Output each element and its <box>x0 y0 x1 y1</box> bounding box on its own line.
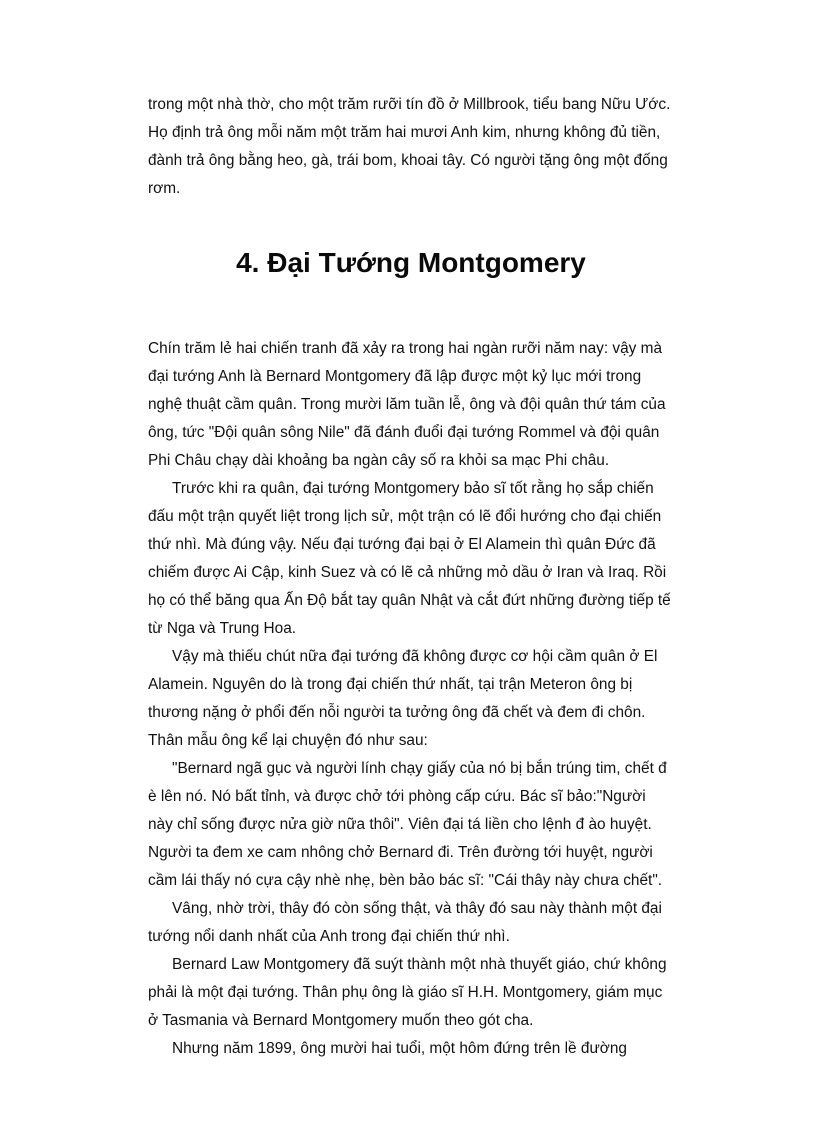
chapter-title: 4. Đại Tướng Montgomery <box>236 247 586 278</box>
paragraph-2: Trước khi ra quân, đại tướng Montgomery bảo sĩ tốt rằng họ sắp chiến đấu một trận quyết liệt trong lịch sử, một trận có lẽ đổi hướng cho đại chiến thứ nhì. Mà đúng vậy. Nếu đại tướng đại bại ở El Alamein thì quân Đức đã chiếm được Ai Cập, kinh Suez và có lẽ cả những mỏ dầu ở Iran và Iraq. Rồi họ có thể băng qua Ấn Độ bắt tay quân Nhật và cắt đứt những đường tiếp tế từ Nga và Trung Hoa. <box>148 480 671 637</box>
paragraph-3: Vậy mà thiếu chút nữa đại tướng đã không được cơ hội cầm quân ở El Alamein. Nguyên do là trong đại chiến thứ nhất, tại trận Meteron ông bị thương nặng ở phổi đến nỗi người ta tưởng ông đã chết và đem đi chôn. Thân mẫu ông kể lại chuyện đó như sau: <box>148 648 658 749</box>
paragraph-1: Chín trăm lẻ hai chiến tranh đã xảy ra trong hai ngàn rưỡi năm nay: vậy mà đại tướng Anh là Bernard Montgomery đã lập được một kỷ lục mới trong nghệ thuật cầm quân. Trong mười lăm tuần lễ, ông và đội quân thứ tám của ông, tức "Đội quân sông Nile" đã đánh đuổi đại tướng Rommel và đội quân Phi Châu chạy dài khoảng ba ngàn cây số ra khỏi sa mạc Phi châu. <box>148 340 666 469</box>
opening-paragraph: trong một nhà thờ, cho một trăm rưỡi tín đồ ở Millbrook, tiểu bang Nữu Ước. Họ định trả ông mỗi năm một trăm hai mươi Anh kim, nhưng không đủ tiền, đành trả ông bằng heo, gà, trái bom, khoai tây. Có người tặng ông một đống rơm. <box>148 96 671 197</box>
paragraph-4: "Bernard ngã gục và người lính chạy giấy của nó bị bắn trúng tim, chết đ è lên nó. Nó bất tỉnh, và được chở tới phòng cấp cứu. Bác sĩ bảo:"Người này chỉ sống được nửa giờ nữa thôi". Viên đại tá liền cho lệnh đ ào huyệt. Người ta đem xe cam nhông chở Bernard đi. Trên đường tới huyệt, người cầm lái thấy nó cựa cậy nhè nhẹ, bèn bảo bác sĩ: "Cái thây này chưa chết". <box>148 760 667 889</box>
paragraph-7: Nhưng năm 1899, ông mười hai tuổi, một hôm đứng trên lề đường <box>172 1040 627 1057</box>
paragraph-6: Bernard Law Montgomery đã suýt thành một nhà thuyết giáo, chứ không phải là một đại tướng. Thân phụ ông là giáo sĩ H.H. Montgomery, giám mục ở Tasmania và Bernard Montgomery muốn theo gót cha. <box>148 956 667 1029</box>
title-spacer <box>148 299 674 335</box>
page-content <box>148 91 674 1063</box>
paragraph-5: Vâng, nhờ trời, thây đó còn sống thật, và thây đó sau này thành một đại tướng nổi danh nhất của Anh trong đại chiến thứ nhì. <box>148 900 662 945</box>
